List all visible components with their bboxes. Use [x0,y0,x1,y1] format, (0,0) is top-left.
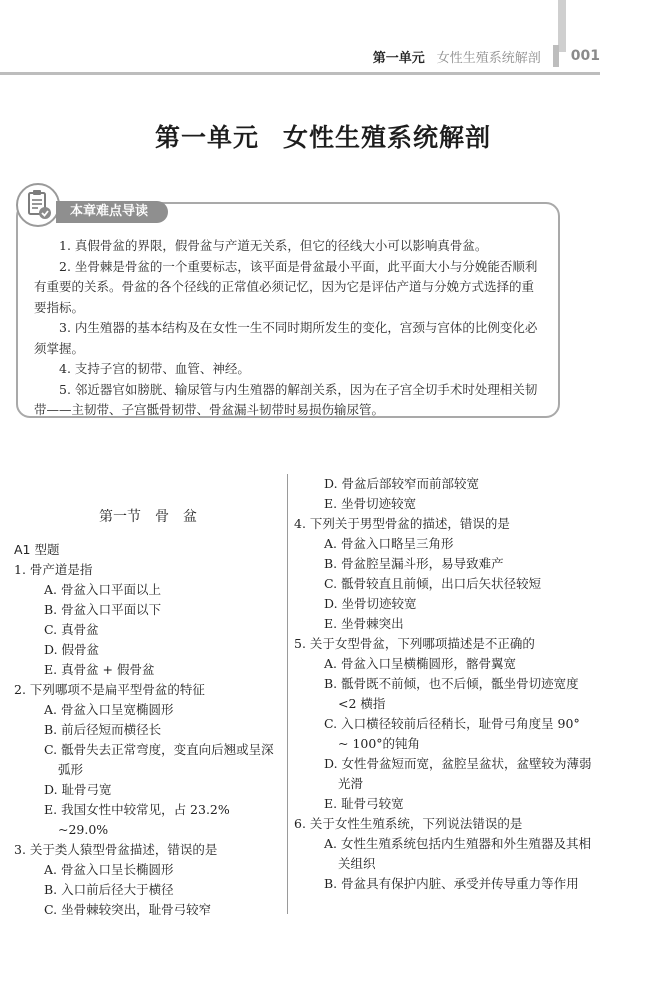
answer-option: E. 真骨盆 + 假骨盆 [44,662,155,677]
answer-option: A. 骨盆入口呈宽椭圆形 [44,702,174,717]
key-point-item: 5. 邻近器官如膀胱、输尿管与内生殖器的解剖关系，因为在子宫全切手术时处理相关韧带——主韧带、子宫骶骨韧带、骨盆漏斗韧带时易损伤输尿管。 [34,381,538,417]
key-point-item: 1. 真假骨盆的界限，假骨盆与产道无关系，但它的径线大小可以影响真骨盆。 [59,238,488,253]
answer-option: D. 耻骨弓宽 [44,782,112,797]
question-stem: 1. 骨产道是指 [14,562,93,577]
key-point-item: 4. 支持子宫的韧带、血管、神经。 [59,361,250,376]
left-column [14,506,282,920]
answer-option: D. 坐骨切迹较宽 [324,596,417,611]
right-column [294,474,592,894]
page-number: 001 [570,48,600,64]
question-stem: 4. 下列关于男型骨盆的描述，错误的是 [294,516,510,531]
answer-option: A. 骨盆入口平面以上 [44,582,161,597]
answer-option: B. 骨盆入口平面以下 [44,602,162,617]
chapter-title [0,118,646,154]
chapter-unit: 第一单元 [154,123,259,152]
answer-option: B. 骶骨既不前倾，也不后倾，骶坐骨切迹宽度 <2 横指 [324,676,579,711]
clipboard-check-icon [16,183,60,227]
key-points-banner: 本章难点导读 [56,201,168,223]
answer-option: E. 坐骨棘突出 [324,616,404,631]
chapter-name: 女性生殖系统解剖 [283,123,492,152]
question-stem: 2. 下列哪项不是扁平型骨盆的特征 [14,682,205,697]
answer-option: B. 骨盆腔呈漏斗形，易导致难产 [324,556,504,571]
question-stem: 3. 关于类人猿型骨盆描述，错误的是 [14,842,218,857]
answer-option: D. 女性骨盆短而宽，盆腔呈盆状，盆壁较为薄弱光滑 [324,756,592,791]
running-header-title: 女性生殖系统解剖 [436,50,541,66]
answer-option: E. 坐骨切迹较宽 [324,496,417,511]
answer-option: A. 骨盆入口呈横椭圆形，髂骨翼宽 [324,656,516,671]
answer-option: A. 骨盆入口略呈三角形 [324,536,454,551]
answer-option: A. 骨盆入口呈长椭圆形 [44,862,174,877]
answer-option: C. 真骨盆 [44,622,99,637]
key-point-item: 3. 内生殖器的基本结构及在女性一生不同时期所发生的变化，宫颈与宫体的比例变化必须掌握。 [34,320,538,356]
answer-option: B. 入口前后径大于横径 [44,882,174,897]
answer-option: E. 我国女性中较常见，占 23.2% ~29.0% [44,802,230,837]
answer-option: C. 骶骨失去正常弯度，变直向后翘或呈深弧形 [44,742,274,777]
key-point-item: 2. 坐骨棘是骨盆的一个重要标志，该平面是骨盆最小平面，此平面大小与分娩能否顺利有重要的关系。骨盆的各个径线的正常值必须记忆，因为它是评估产道与分娩方式选择的重要指标。 [34,258,538,315]
running-header [373,44,600,68]
header-rule [0,72,600,75]
answer-option: D. 骨盆后部较窄而前部较宽 [324,476,480,491]
running-header-unit: 第一单元 [372,50,425,66]
answer-option: A. 女性生殖系统包括内生殖器和外生殖器及其相关组织 [324,836,591,871]
key-points-list [34,236,542,421]
question-stem: 5. 关于女型骨盆，下列哪项描述是不正确的 [294,636,535,651]
answer-option: B. 骨盆具有保护内脏、承受并传导重力等作用 [324,876,579,891]
answer-option: C. 入口横径较前后径稍长，耻骨弓角度呈 90° ~ 100°的钝角 [324,716,580,751]
question-type-label: A1 型题 [14,542,60,557]
column-divider [287,474,288,914]
answer-option: B. 前后径短而横径长 [44,722,162,737]
section-title: 第一节 骨 盆 [99,509,197,525]
question-stem: 6. 关于女性生殖系统，下列说法错误的是 [294,816,523,831]
answer-option: D. 假骨盆 [44,642,100,657]
answer-option: C. 坐骨棘较突出，耻骨弓较窄 [44,902,212,917]
answer-option: E. 耻骨弓较宽 [324,796,404,811]
header-separator [553,45,559,67]
answer-option: C. 骶骨较直且前倾，出口后矢状径较短 [324,576,542,591]
